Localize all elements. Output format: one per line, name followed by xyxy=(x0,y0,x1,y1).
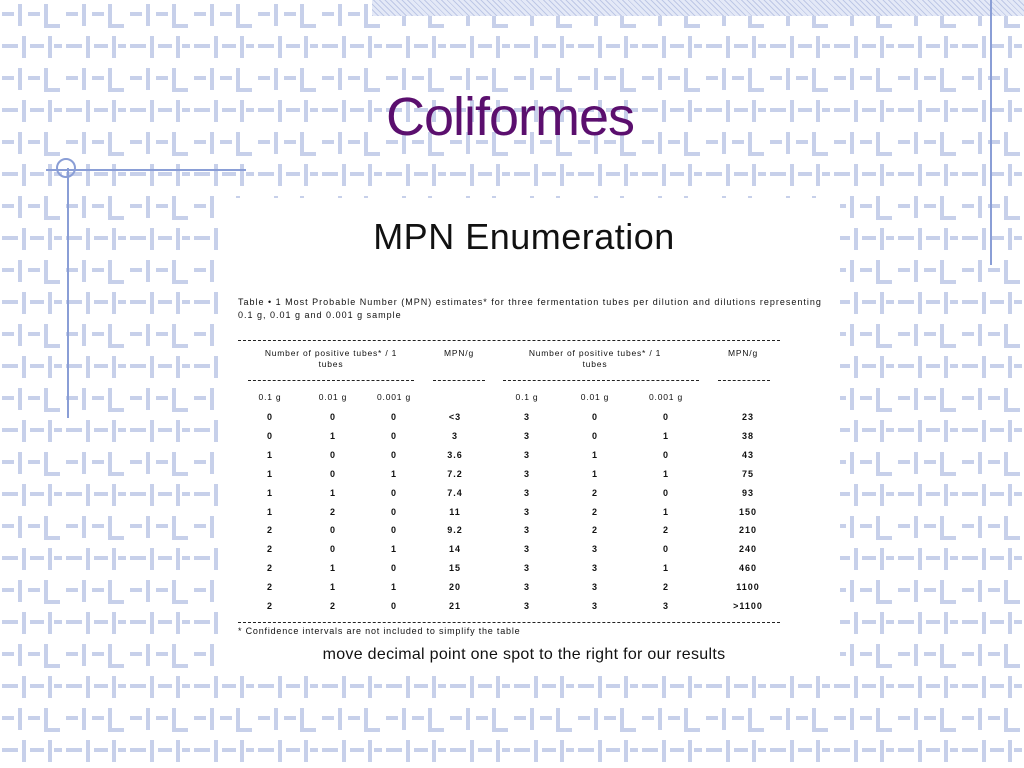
table-cell-left: 1 xyxy=(329,487,336,498)
table-cell-right: 1 xyxy=(662,506,669,517)
table-cell-right: 2 xyxy=(591,487,598,498)
table-cell-right: 23 xyxy=(741,412,754,422)
table-cell-left: 0 xyxy=(390,525,397,536)
table-cell-left: 1 xyxy=(329,430,336,441)
table-cell-right: 2 xyxy=(662,582,669,593)
table-cell-right: 43 xyxy=(741,449,754,460)
table-cell-left: 0 xyxy=(390,563,397,574)
table-cell-left: 1 xyxy=(390,468,397,479)
table-cell-right: 150 xyxy=(738,506,758,517)
table-cell-left: 1 xyxy=(390,582,397,593)
table-cell-right: 75 xyxy=(741,468,754,479)
table-cell-right: 38 xyxy=(741,430,754,441)
figure-heading: MPN Enumeration xyxy=(373,216,675,257)
table-cell-right: 3 xyxy=(523,487,530,498)
table-cell-right: 3 xyxy=(591,563,598,574)
table-cell-right: 3 xyxy=(523,544,530,555)
table-cell-left: 1 xyxy=(266,506,273,517)
table-cell-left: 3 xyxy=(451,430,458,441)
table-cell-left: 21 xyxy=(448,601,461,611)
table-cell-right: 0 xyxy=(591,430,598,441)
table-cell-right: 2 xyxy=(591,506,598,517)
table-cell-right: 3 xyxy=(662,601,669,611)
table-cell-left: 0 xyxy=(329,525,336,536)
col-header-left-1: 0.1 g xyxy=(258,392,282,402)
table-cell-right: 2 xyxy=(662,525,669,536)
table-cell-left: 15 xyxy=(448,563,461,574)
table-caption: Table • 1 Most Probable Number (MPN) estimates* for three fermentation tubes per dilution and dilutions representing 0.1 g, 0.01 g and 0.001 g sample xyxy=(238,297,822,320)
table-cell-left: 7.4 xyxy=(447,487,463,498)
table-cell-left: 14 xyxy=(448,544,461,555)
table-cell-left: 3.6 xyxy=(447,449,463,460)
table-cell-right: 460 xyxy=(738,563,758,574)
slide-title: Coliformes xyxy=(385,87,635,147)
table-cell-left: 0 xyxy=(266,430,273,441)
table-cell-left: 2 xyxy=(266,582,273,593)
top-band-decoration xyxy=(372,0,1024,16)
table-cell-right: 3 xyxy=(523,430,530,441)
table-cell-left: 1 xyxy=(329,582,336,593)
right-vertical-rule xyxy=(990,0,992,265)
col-header-left-3: 0.001 g xyxy=(377,392,411,402)
table-cell-left: 0 xyxy=(390,601,397,611)
table-cell-right: 3 xyxy=(523,601,530,611)
table-cell-right: 1 xyxy=(591,468,598,479)
table-cell-left: 20 xyxy=(448,582,461,593)
table-cell-right: 3 xyxy=(523,449,530,460)
table-cell-right: 1100 xyxy=(736,582,760,593)
table-cell-left: 1 xyxy=(266,468,273,479)
left-horizontal-rule xyxy=(46,169,246,171)
table-cell-right: 0 xyxy=(662,449,669,460)
table-cell-left: 2 xyxy=(329,506,336,517)
table-cell-left: 1 xyxy=(390,544,397,555)
rule-left-group xyxy=(248,380,414,381)
mpn-figure xyxy=(218,198,840,676)
table-cell-left: 0 xyxy=(390,449,397,460)
table-cell-right: 240 xyxy=(738,544,758,555)
table-cell-right: 2 xyxy=(591,525,598,536)
table-cell-right: 3 xyxy=(591,582,598,593)
table-cell-left: 0 xyxy=(390,487,397,498)
rule-right-mpn xyxy=(718,380,770,381)
table-cell-right: 3 xyxy=(523,468,530,479)
table-cell-left: 9.2 xyxy=(447,525,463,536)
decimal-note: move decimal point one spot to the right for our results xyxy=(322,646,726,663)
table-cell-left: 0 xyxy=(390,506,397,517)
table-cell-left: <3 xyxy=(448,412,462,422)
table-cell-right: 3 xyxy=(523,506,530,517)
col-header-right-2: 0.01 g xyxy=(580,392,610,402)
table-cell-right: >1100 xyxy=(733,601,763,611)
table-cell-right: 3 xyxy=(591,544,598,555)
table-cell-left: 0 xyxy=(329,449,336,460)
header-mpn-left: MPN/g xyxy=(444,348,474,358)
table-cell-left: 0 xyxy=(329,544,336,555)
table-cell-right: 3 xyxy=(523,582,530,593)
table-cell-right: 1 xyxy=(591,449,598,460)
table-cell-right: 0 xyxy=(591,412,598,422)
table-cell-right: 3 xyxy=(523,525,530,536)
rule-right-group xyxy=(503,380,699,381)
table-cell-left: 0 xyxy=(390,430,397,441)
header-group-left: Number of positive tubes* / 1 tubes xyxy=(264,348,398,369)
table-cell-left: 1 xyxy=(266,449,273,460)
table-cell-left: 7.2 xyxy=(447,468,463,479)
table-cell-left: 2 xyxy=(329,601,336,611)
table-cell-right: 1 xyxy=(662,563,669,574)
table-cell-left: 0 xyxy=(329,412,336,422)
table-cell-right: 3 xyxy=(591,601,598,611)
table-bottom-rule xyxy=(238,622,780,623)
table-cell-left: 2 xyxy=(266,544,273,555)
table-cell-right: 1 xyxy=(662,468,669,479)
rule-left-mpn xyxy=(433,380,485,381)
table-footnote: * Confidence intervals are not included to simplify the table xyxy=(238,626,521,636)
table-cell-right: 1 xyxy=(662,430,669,441)
table-cell-right: 0 xyxy=(662,412,669,422)
table-cell-right: 93 xyxy=(741,487,754,498)
table-top-rule xyxy=(238,340,780,341)
table-cell-left: 2 xyxy=(266,563,273,574)
table-cell-left: 1 xyxy=(329,563,336,574)
table-cell-left: 0 xyxy=(329,468,336,479)
header-group-right: Number of positive tubes* / 1 tubes xyxy=(528,348,662,369)
circle-ornament-icon xyxy=(56,158,76,178)
table-cell-right: 0 xyxy=(662,487,669,498)
header-mpn-right: MPN/g xyxy=(728,348,758,358)
table-cell-left: 1 xyxy=(266,487,273,498)
table-cell-right: 3 xyxy=(523,563,530,574)
table-cell-left: 2 xyxy=(266,601,273,611)
table-cell-left: 0 xyxy=(390,412,397,422)
col-header-left-2: 0.01 g xyxy=(318,392,348,402)
table-cell-right: 3 xyxy=(523,412,530,422)
table-cell-right: 0 xyxy=(662,544,669,555)
col-header-right-3: 0.001 g xyxy=(649,392,683,402)
table-cell-left: 2 xyxy=(266,525,273,536)
table-cell-right: 210 xyxy=(738,525,758,536)
table-cell-left: 0 xyxy=(266,412,273,422)
left-vertical-rule xyxy=(67,168,69,418)
col-header-right-1: 0.1 g xyxy=(515,392,539,402)
table-cell-left: 11 xyxy=(449,506,461,517)
